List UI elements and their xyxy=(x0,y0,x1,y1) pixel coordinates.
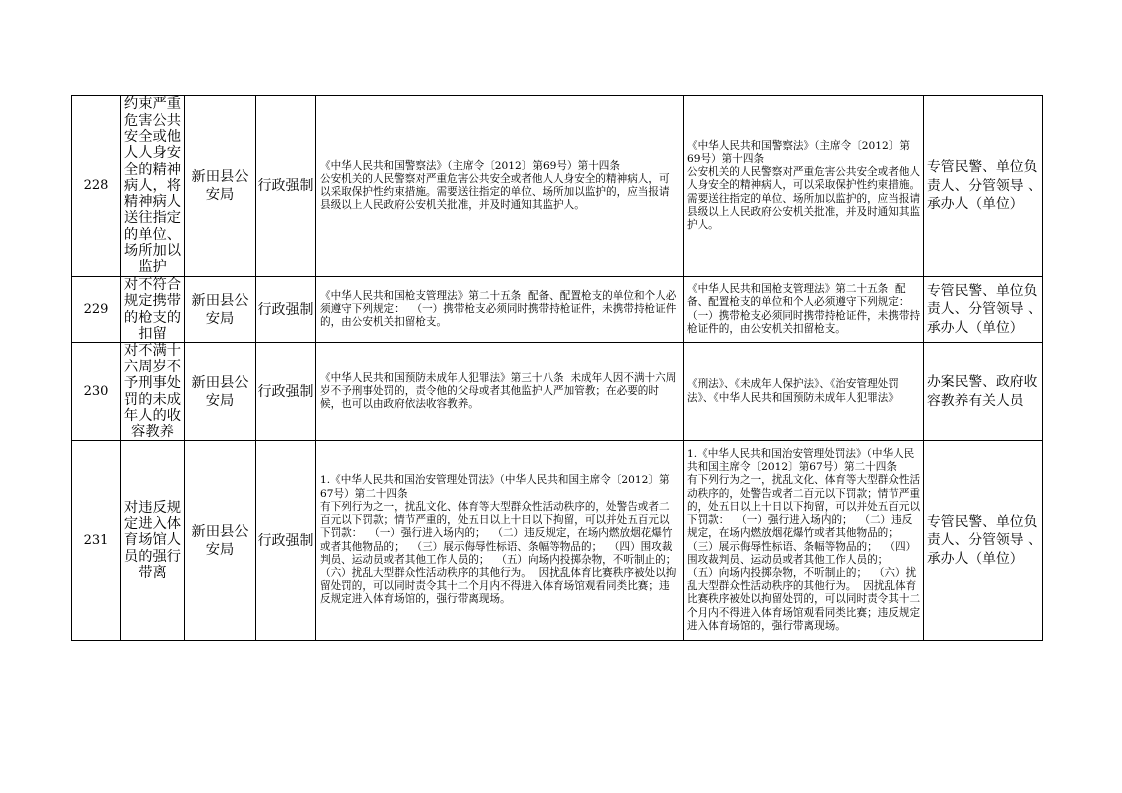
legal-basis-cell xyxy=(316,343,684,441)
basis-detail-text: 《刑法》、《未成年人保护法》、《治安管理处罚法》、《中华人民共和国预防未成年人犯罪法》 xyxy=(687,378,899,404)
responsible-cell xyxy=(924,441,1043,641)
item-name: 对不符合规定携带的枪支的扣留 xyxy=(123,277,182,342)
item-name: 约束严重危害公共安全或他人人身安全的精神病人，将精神病人送往指定的单位、场所加以监护 xyxy=(123,96,182,276)
type-cell xyxy=(256,96,316,277)
item-name: 对不满十六周岁不予刑事处罚的未成年人的收容教养 xyxy=(123,343,182,441)
responsible-text: 专管民警、单位负责人、分管领导 、承办人（单位） xyxy=(927,513,1042,567)
agency-name: 新田县公安局 xyxy=(191,169,249,203)
type-cell xyxy=(256,441,316,641)
enforcement-type: 行政强制 xyxy=(257,301,314,318)
row-number: 229 xyxy=(83,301,109,317)
row-number-cell xyxy=(72,343,121,441)
responsible-text: 办案民警、政府收容教养有关人员 xyxy=(927,374,1038,409)
enforcement-type: 行政强制 xyxy=(257,383,314,400)
item-name-cell xyxy=(121,343,185,441)
item-name-cell xyxy=(121,96,185,277)
item-name-cell xyxy=(121,441,185,641)
basis-detail-text: 《中华人民共和国警察法》（主席令〔2012〕第69号）第十四条 公安机关的人民警察对严重危害公共安全或者他人人身安全的精神病人，可以采取保护性约束措施。需要送往指定的单位、场所加以监护的，应当报请县级以上人民政府公安机关批准，并及时通知其监护人。 xyxy=(687,139,921,231)
basis-detail-text: 《中华人民共和国枪支管理法》第二十五条 配备、配置枪支的单位和个人必须遵守下列规定： （一）携带枪支必须同时携带持枪证件，未携带持枪证件的，由公安机关扣留枪支。 xyxy=(687,283,921,335)
basis-detail-cell xyxy=(684,277,924,343)
agency-name: 新田县公安局 xyxy=(191,292,249,327)
row-number-cell xyxy=(72,277,121,343)
basis-detail-text: 1.《中华人民共和国治安管理处罚法》（中华人民共和国主席令〔2012〕第67号）第二十四条 有下列行为之一，扰乱文化、体育等大型群众性活动秩序的，处警告或者二百元以下罚款；情节严重的，处五日以上十日以下拘留，可以并处五百元以下罚款： （一）强行进入场内的； （二）违反规定，在场内燃放烟花爆竹或者其他物品的； （三）展示侮辱性标语、条幅等物品的； （四）围攻裁判员、运动员或者其他工作人员的； （五）向场内投掷杂物，不听制止的； （六）扰乱大型群众性活动秩序的其他行为。 因扰乱体育比赛秩序被处以拘留处罚的，可以同时责令其十二个月内不得进入体育场馆观看同类比赛；违反规定进入体育场馆的，强行带离现场。 xyxy=(687,448,921,632)
row-number: 230 xyxy=(83,383,109,399)
responsible-text: 专管民警、单位负责人、分管领导 、承办人（单位） xyxy=(927,159,1042,213)
agency-name: 新田县公安局 xyxy=(191,523,249,558)
legal-basis-text: 1.《中华人民共和国治安管理处罚法》（中华人民共和国主席令〔2012〕第67号）第二十四条 有下列行为之一，扰乱文化、体育等大型群众性活动秩序的，处警告或者二百元以下罚款；情节严重的，处五日以上十日以下拘留，可以并处五百元以下罚款： （一）强行进入场内的； （二）违反规定，在场内燃放烟花爆竹或者其他物品的； （三）展示侮辱性标语、条幅等物品的； （四）围攻裁判员、运动员或者其他工作人员的； （五）向场内投掷杂物，不听制止的； （六）扰乱大型群众性活动秩序的其他行为。 因扰乱体育比赛秩序被处以拘留处罚的，可以同时责令其十二个月内不得进入体育场馆观看同类比赛；违反规定进入体育场馆的，强行带离现场。 xyxy=(320,474,677,606)
legal-basis-text: 《中华人民共和国枪支管理法》第二十五条 配备、配置枪支的单位和个人必须遵守下列规定： （一）携带枪支必须同时携带持枪证件，未携带持枪证件的，由公安机关扣留枪支。 xyxy=(320,289,677,329)
responsible-cell xyxy=(924,96,1043,277)
agency-cell xyxy=(185,277,256,343)
item-name-cell xyxy=(121,277,185,343)
type-cell xyxy=(256,343,316,441)
enforcement-table xyxy=(71,95,1043,641)
type-cell xyxy=(256,277,316,343)
agency-cell xyxy=(185,441,256,641)
row-number-cell xyxy=(72,441,121,641)
enforcement-type: 行政强制 xyxy=(257,178,314,194)
row-number-cell xyxy=(72,96,121,277)
legal-basis-text: 《中华人民共和国预防未成年人犯罪法》第三十八条 未成年人因不满十六周岁不予刑事处罚的，责令他的父母或者其他监护人严加管教；在必要的时候，也可以由政府依法收容教养。 xyxy=(320,371,677,411)
legal-basis-cell xyxy=(316,96,684,277)
legal-basis-cell xyxy=(316,441,684,641)
agency-cell xyxy=(185,343,256,441)
responsible-cell xyxy=(924,277,1043,343)
responsible-text: 专管民警、单位负责人、分管领导 、承办人（单位） xyxy=(927,282,1042,336)
item-name: 对违反规定进入体育场馆人员的强行带离 xyxy=(123,499,182,581)
responsible-cell xyxy=(924,343,1043,441)
agency-name: 新田县公安局 xyxy=(191,374,249,409)
basis-detail-cell xyxy=(684,441,924,641)
row-number: 231 xyxy=(83,532,109,548)
legal-basis-text: 《中华人民共和国警察法》（主席令〔2012〕第69号）第十四条 公安机关的人民警察对严重危害公共安全或者他人人身安全的精神病人，可以采取保护性约束措施。需要送往指定的单位、场所加以监护的，应当报请县级以上人民政府公安机关批准，并及时通知其监护人。 xyxy=(320,159,670,212)
legal-basis-cell xyxy=(316,277,684,343)
agency-cell xyxy=(185,96,256,277)
basis-detail-cell xyxy=(684,343,924,441)
enforcement-type: 行政强制 xyxy=(257,532,314,549)
row-number: 228 xyxy=(83,178,109,193)
basis-detail-cell xyxy=(684,96,924,277)
